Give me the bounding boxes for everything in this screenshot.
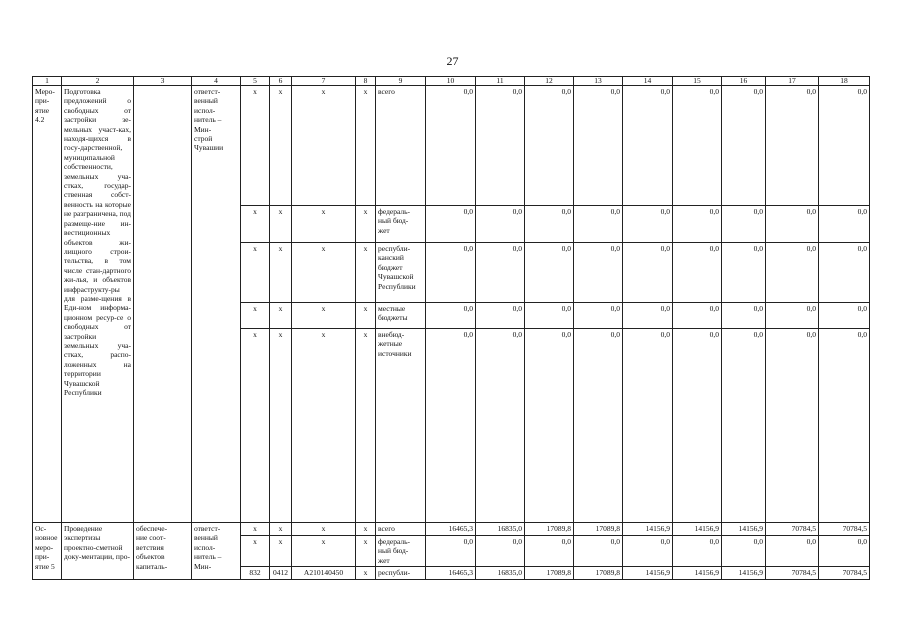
column-number-14: 14 xyxy=(623,77,673,86)
amount-cell: 16835,0 xyxy=(476,523,525,536)
amount-cell: 0,0 xyxy=(673,243,722,303)
block2-event-description: Проведение экспертизы проектно-сметной доку-ментации, про- xyxy=(62,523,134,580)
column-number-6: 6 xyxy=(270,77,292,86)
amount-cell: 0,0 xyxy=(673,206,722,243)
amount-cell: 0,0 xyxy=(819,536,870,567)
block1-expected-result xyxy=(134,86,192,523)
code-expense-type: x xyxy=(356,567,376,580)
amount-cell: 0,0 xyxy=(673,303,722,329)
amount-cell: 70784,5 xyxy=(819,567,870,580)
amount-cell: 0,0 xyxy=(722,86,766,206)
amount-cell: 0,0 xyxy=(476,206,525,243)
amount-cell: 0,0 xyxy=(476,329,525,523)
amount-cell: 0,0 xyxy=(673,536,722,567)
amount-cell: 17089,8 xyxy=(525,523,574,536)
code-target-article: А210140450 xyxy=(292,567,356,580)
code-target-article: x xyxy=(292,206,356,243)
column-number-13: 13 xyxy=(574,77,623,86)
amount-cell: 0,0 xyxy=(476,303,525,329)
amount-cell: 70784,5 xyxy=(766,523,819,536)
column-number-12: 12 xyxy=(525,77,574,86)
amount-cell: 0,0 xyxy=(623,536,673,567)
amount-cell: 0,0 xyxy=(623,243,673,303)
amount-cell: 0,0 xyxy=(623,206,673,243)
amount-cell: 14156,9 xyxy=(623,523,673,536)
column-number-5: 5 xyxy=(241,77,270,86)
column-number-18: 18 xyxy=(819,77,870,86)
amount-cell: 0,0 xyxy=(766,206,819,243)
amount-cell: 0,0 xyxy=(722,536,766,567)
amount-cell: 0,0 xyxy=(766,243,819,303)
code-section: x xyxy=(270,523,292,536)
code-section: x xyxy=(270,86,292,206)
funding-source: федераль- ный бюд- жет xyxy=(376,206,426,243)
code-target-article: x xyxy=(292,86,356,206)
amount-cell: 0,0 xyxy=(525,86,574,206)
code-section: x xyxy=(270,243,292,303)
block1-row xyxy=(33,86,870,206)
amount-cell: 16465,3 xyxy=(426,567,476,580)
amount-cell: 0,0 xyxy=(766,536,819,567)
funding-source: федераль- ный бюд- жет xyxy=(376,536,426,567)
amount-cell: 0,0 xyxy=(476,536,525,567)
code-expense-type: x xyxy=(356,206,376,243)
block1-event-description: Подготовка предложений о свободных от застройки зе-мельных участ-ках, находя-щихся в госу-дарственной, муниципальной собственности, земельных уча-стках, государ-ственная собст-венность на которые не разграничена, под размеще-ние ин-вестиционных объектов жи-лищного строи-тельства, в том числе стан-дартного жи-лья, и объектов инфраструкту-ры для разме-щения в Еди-ном информа-ционном ресур-се о свободных от застройки земельных уча-стках, распо-ложенных на территории Чувашской Республики xyxy=(62,86,134,523)
column-number-9: 9 xyxy=(376,77,426,86)
column-number-10: 10 xyxy=(426,77,476,86)
amount-cell: 0,0 xyxy=(766,303,819,329)
code-section: x xyxy=(270,536,292,567)
amount-cell: 0,0 xyxy=(525,243,574,303)
block1-responsible-executor: ответст- венный испол- нитель – Мин- строй Чувашии xyxy=(192,86,241,523)
amount-cell: 0,0 xyxy=(623,86,673,206)
amount-cell: 70784,5 xyxy=(819,523,870,536)
amount-cell: 0,0 xyxy=(525,303,574,329)
header-row xyxy=(33,77,870,86)
amount-cell: 0,0 xyxy=(722,303,766,329)
amount-cell: 0,0 xyxy=(574,303,623,329)
funding-source: всего xyxy=(376,86,426,206)
code-expense-type: x xyxy=(356,329,376,523)
funding-source: всего xyxy=(376,523,426,536)
code-grbs: x xyxy=(241,243,270,303)
amount-cell: 0,0 xyxy=(574,536,623,567)
code-grbs: x xyxy=(241,86,270,206)
amount-cell: 0,0 xyxy=(722,243,766,303)
code-grbs: x xyxy=(241,303,270,329)
amount-cell: 0,0 xyxy=(722,329,766,523)
code-section: x xyxy=(270,329,292,523)
block1-event-label: Меро- при- ятие 4.2 xyxy=(33,86,62,523)
amount-cell: 14156,9 xyxy=(673,567,722,580)
code-target-article: x xyxy=(292,536,356,567)
amount-cell: 0,0 xyxy=(574,243,623,303)
funding-source: местные бюджеты xyxy=(376,303,426,329)
code-grbs: 832 xyxy=(241,567,270,580)
column-number-15: 15 xyxy=(673,77,722,86)
amount-cell: 16835,0 xyxy=(476,567,525,580)
amount-cell: 17089,8 xyxy=(574,567,623,580)
amount-cell: 17089,8 xyxy=(574,523,623,536)
amount-cell: 0,0 xyxy=(673,86,722,206)
amount-cell: 14156,9 xyxy=(722,523,766,536)
code-grbs: x xyxy=(241,329,270,523)
code-section: x xyxy=(270,303,292,329)
code-expense-type: x xyxy=(356,536,376,567)
amount-cell: 0,0 xyxy=(426,86,476,206)
amount-cell: 16465,3 xyxy=(426,523,476,536)
code-expense-type: x xyxy=(356,86,376,206)
funding-source: республи- xyxy=(376,567,426,580)
column-number-4: 4 xyxy=(192,77,241,86)
amount-cell: 0,0 xyxy=(525,536,574,567)
column-number-11: 11 xyxy=(476,77,525,86)
amount-cell: 0,0 xyxy=(525,206,574,243)
amount-cell: 0,0 xyxy=(525,329,574,523)
funding-source: внебюд- жетные источники xyxy=(376,329,426,523)
amount-cell: 0,0 xyxy=(819,329,870,523)
code-grbs: x xyxy=(241,536,270,567)
funding-source: республи- канский бюджет Чувашской Республики xyxy=(376,243,426,303)
amount-cell: 17089,8 xyxy=(525,567,574,580)
budget-table xyxy=(32,76,870,580)
amount-cell: 0,0 xyxy=(574,329,623,523)
amount-cell: 70784,5 xyxy=(766,567,819,580)
amount-cell: 0,0 xyxy=(819,243,870,303)
block2-event-label: Ос- новное меро- при- ятие 5 xyxy=(33,523,62,580)
amount-cell: 14156,9 xyxy=(722,567,766,580)
amount-cell: 0,0 xyxy=(623,303,673,329)
code-target-article: x xyxy=(292,243,356,303)
amount-cell: 0,0 xyxy=(819,206,870,243)
amount-cell: 0,0 xyxy=(819,303,870,329)
amount-cell: 0,0 xyxy=(722,206,766,243)
amount-cell: 0,0 xyxy=(623,329,673,523)
code-grbs: x xyxy=(241,523,270,536)
code-grbs: x xyxy=(241,206,270,243)
amount-cell: 0,0 xyxy=(476,243,525,303)
column-number-7: 7 xyxy=(292,77,356,86)
code-section: 0412 xyxy=(270,567,292,580)
column-number-2: 2 xyxy=(62,77,134,86)
block2-responsible-executor: ответст- венный испол- нитель – Мин- xyxy=(192,523,241,580)
amount-cell: 0,0 xyxy=(673,329,722,523)
column-number-3: 3 xyxy=(134,77,192,86)
amount-cell: 0,0 xyxy=(426,329,476,523)
column-number-17: 17 xyxy=(766,77,819,86)
code-target-article: x xyxy=(292,303,356,329)
code-expense-type: x xyxy=(356,523,376,536)
column-number-8: 8 xyxy=(356,77,376,86)
amount-cell: 0,0 xyxy=(426,206,476,243)
column-number-16: 16 xyxy=(722,77,766,86)
amount-cell: 0,0 xyxy=(819,86,870,206)
code-target-article: x xyxy=(292,329,356,523)
amount-cell: 14156,9 xyxy=(623,567,673,580)
block2-expected-result: обеспече- ние соот- ветствия объектов капиталь- xyxy=(134,523,192,580)
block2-row xyxy=(33,523,870,536)
amount-cell: 0,0 xyxy=(766,86,819,206)
page-number: 27 xyxy=(446,54,459,68)
code-expense-type: x xyxy=(356,243,376,303)
amount-cell: 14156,9 xyxy=(673,523,722,536)
amount-cell: 0,0 xyxy=(426,536,476,567)
amount-cell: 0,0 xyxy=(426,303,476,329)
code-target-article: x xyxy=(292,523,356,536)
column-number-1: 1 xyxy=(33,77,62,86)
code-section: x xyxy=(270,206,292,243)
amount-cell: 0,0 xyxy=(574,206,623,243)
amount-cell: 0,0 xyxy=(574,86,623,206)
amount-cell: 0,0 xyxy=(766,329,819,523)
code-expense-type: x xyxy=(356,303,376,329)
amount-cell: 0,0 xyxy=(426,243,476,303)
amount-cell: 0,0 xyxy=(476,86,525,206)
